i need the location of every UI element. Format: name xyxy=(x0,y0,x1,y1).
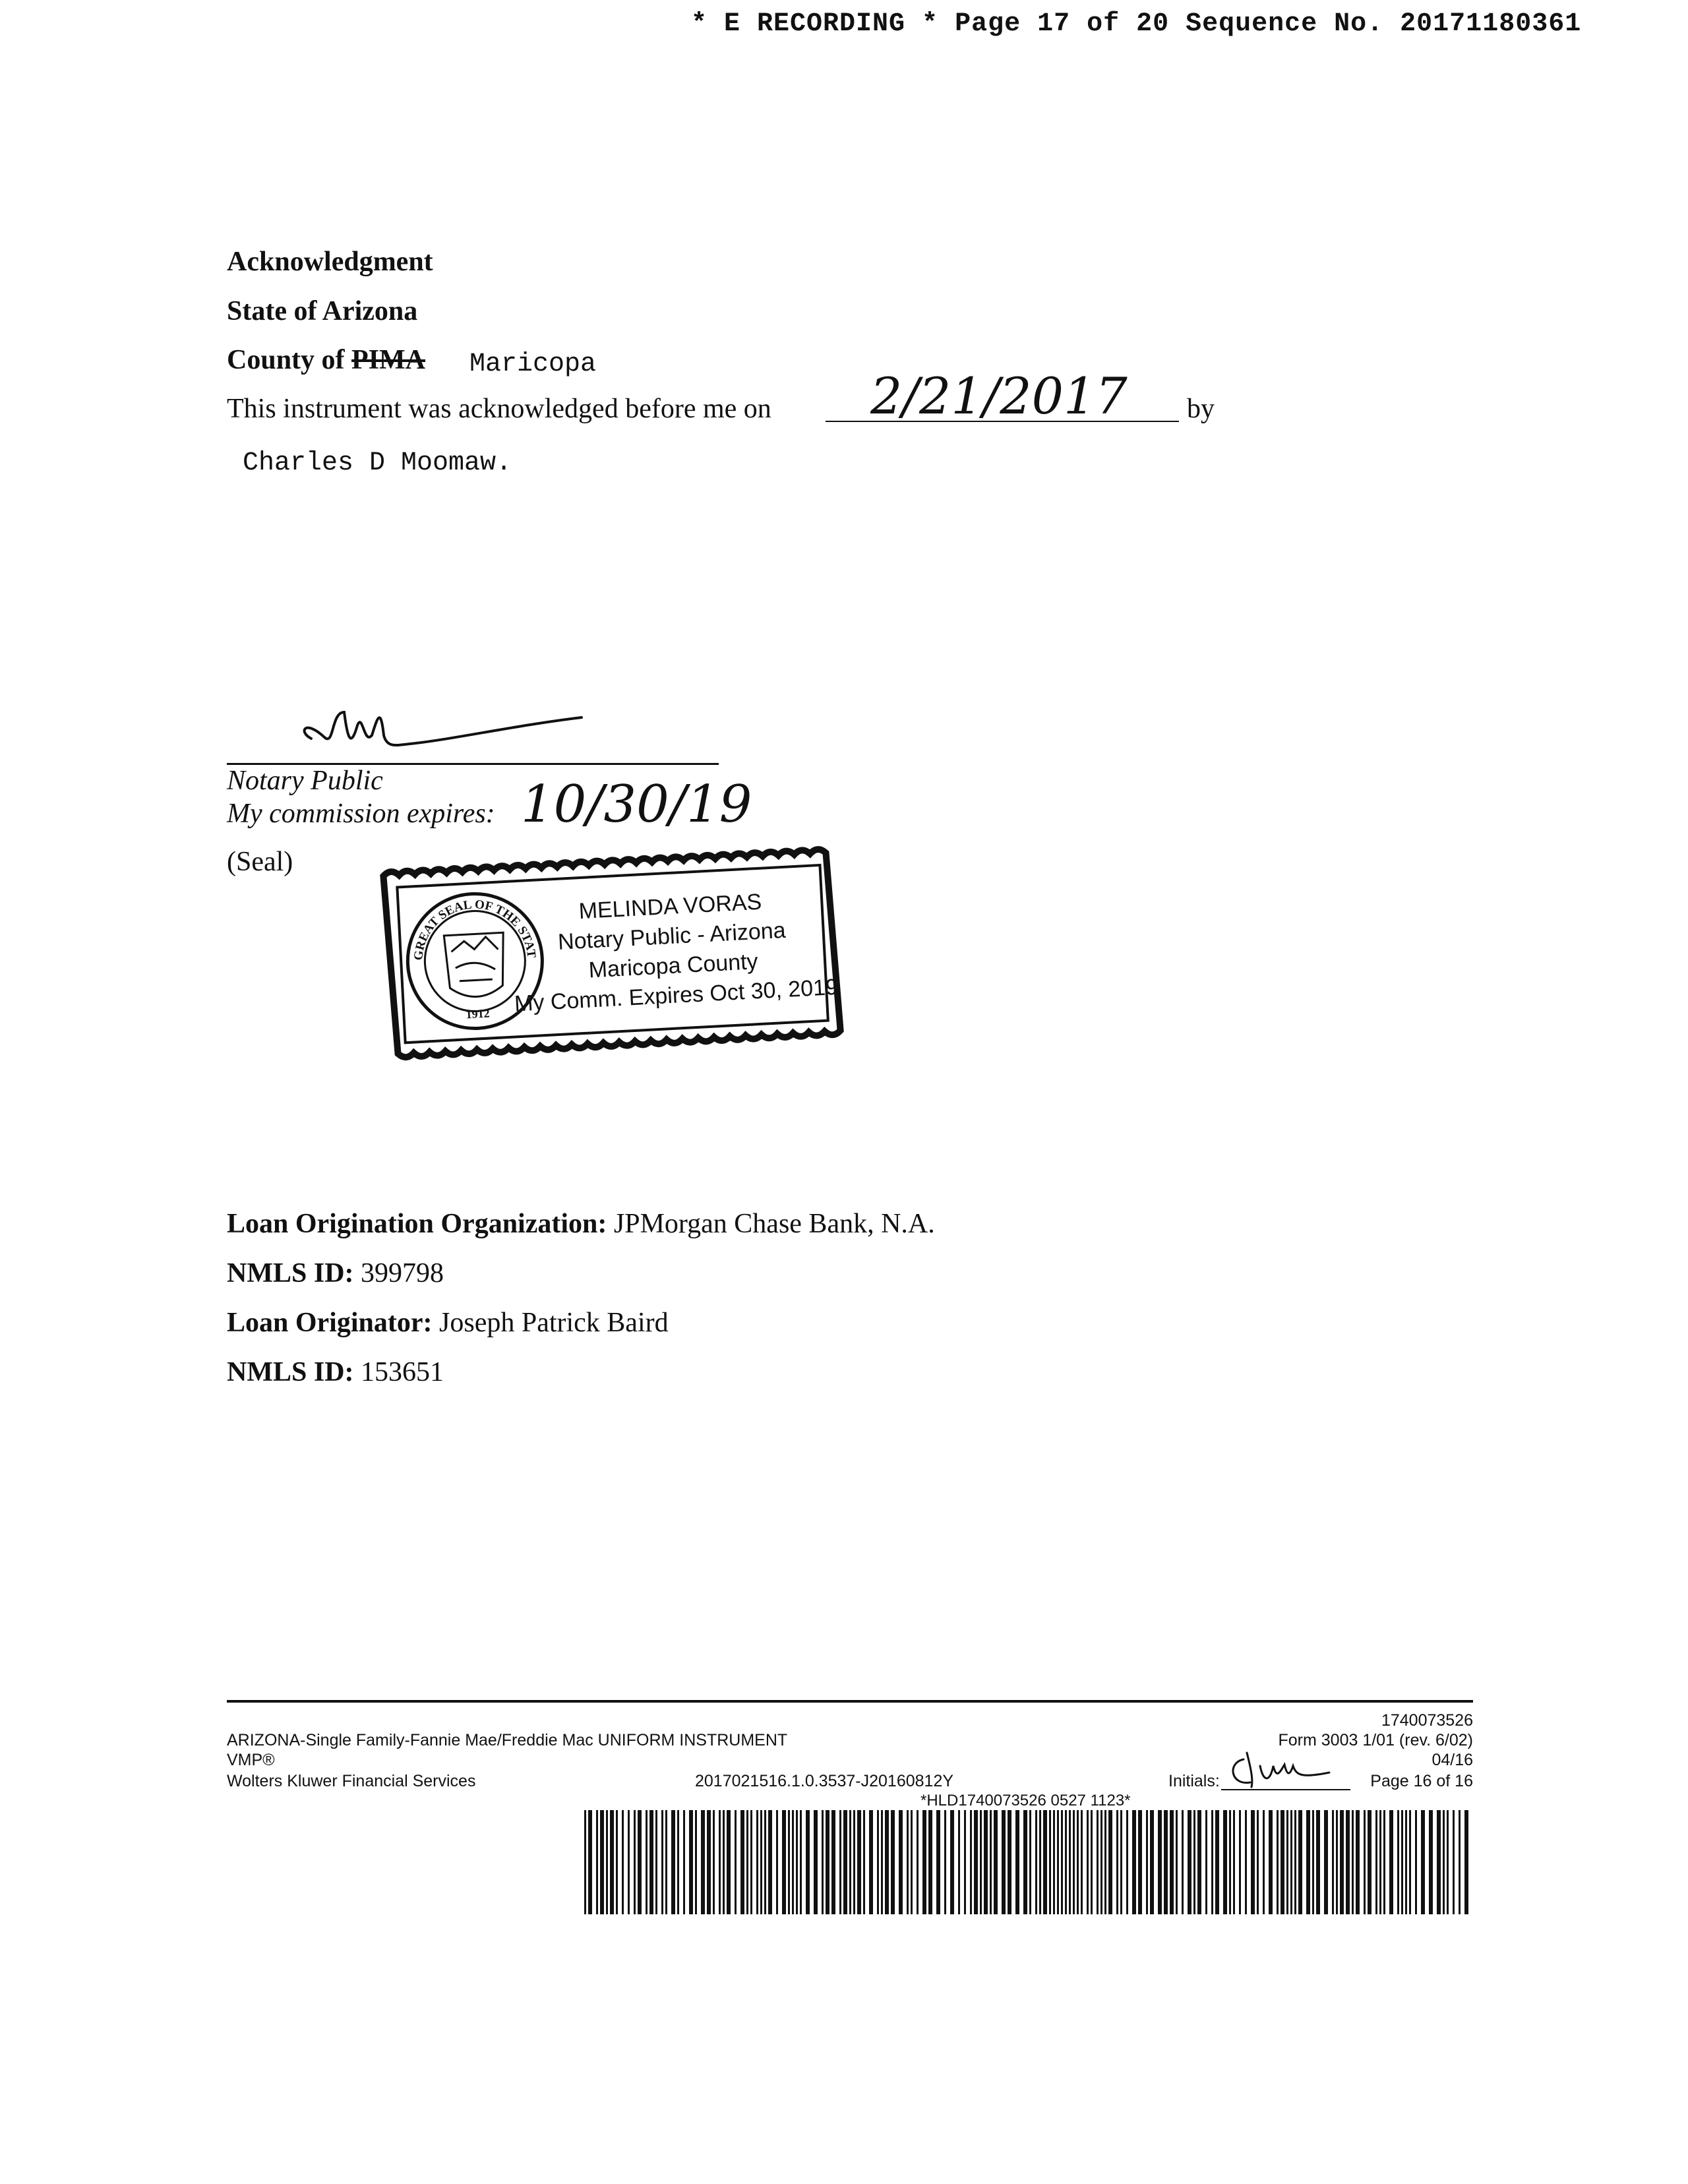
footer-divider xyxy=(227,1700,1473,1703)
stamp-notary-title: Notary Public - Arizona xyxy=(557,917,787,955)
stamp-expiration: My Comm. Expires Oct 30, 2019 xyxy=(514,974,839,1017)
state-line: State of Arizona xyxy=(227,296,418,326)
acknowledgment-title: Acknowledgment xyxy=(227,247,433,277)
loan-org-label: Loan Origination Organization: xyxy=(227,1209,607,1239)
county-struck-text: PIMA xyxy=(351,345,426,375)
barcode-text: *HLD1740073526 0527 1123* xyxy=(920,1792,1131,1809)
stamp-notary-name: MELINDA VORAS xyxy=(578,889,763,925)
barcode xyxy=(584,1810,1473,1914)
county-value: Maricopa xyxy=(469,349,597,379)
notary-signature xyxy=(298,699,601,765)
org-nmls-value: 399798 xyxy=(361,1258,444,1289)
originator-nmls-id xyxy=(227,1356,444,1388)
commission-expires-label: My commission expires: xyxy=(227,799,495,829)
handwritten-date: 2/21/2017 xyxy=(870,367,1128,425)
recording-header: * E RECORDING * Page 17 of 20 Sequence No. 20171180361 xyxy=(691,9,1582,39)
initials-signature xyxy=(1224,1746,1356,1790)
nmls-label: NMLS ID: xyxy=(227,1357,354,1387)
footer-version: 04/16 xyxy=(1432,1751,1473,1769)
instrument-statement: This instrument was acknowledged before me on xyxy=(227,394,771,424)
county-label: County of xyxy=(227,345,345,375)
county-line xyxy=(227,344,425,376)
loan-originator xyxy=(227,1307,669,1339)
footer-form-number: Form 3003 1/01 (rev. 6/02) xyxy=(1278,1731,1473,1749)
loan-originator-value: Joseph Patrick Baird xyxy=(439,1308,669,1338)
organization-nmls-id xyxy=(227,1258,444,1289)
stamp-county: Maricopa County xyxy=(588,949,759,983)
footer-page-number: Page 16 of 16 xyxy=(1370,1772,1473,1790)
footer-loan-number: 1740073526 xyxy=(1381,1711,1473,1730)
initials-line xyxy=(1221,1789,1350,1790)
originator-nmls-value: 153651 xyxy=(361,1357,444,1387)
footer-doc-code: 2017021516.1.0.3537-J20160812Y xyxy=(695,1772,954,1790)
seal-label: (Seal) xyxy=(227,847,293,877)
loan-origination-organization xyxy=(227,1208,935,1240)
notary-stamp xyxy=(369,844,870,1062)
footer-company: Wolters Kluwer Financial Services xyxy=(227,1772,476,1790)
initials-label: Initials: xyxy=(1168,1772,1220,1790)
seal-ring-text: GREAT SEAL OF THE STATE xyxy=(411,897,539,961)
loan-originator-label: Loan Originator: xyxy=(227,1308,433,1338)
by-label: by xyxy=(1187,394,1215,424)
loan-org-value: JPMorgan Chase Bank, N.A. xyxy=(613,1209,935,1239)
notary-public-label: Notary Public xyxy=(227,766,383,796)
signer-name: Charles D Moomaw. xyxy=(243,448,512,478)
seal-year: 1912 xyxy=(466,1006,491,1021)
footer-form-title: ARIZONA-Single Family-Fannie Mae/Freddie Mac UNIFORM INSTRUMENT xyxy=(227,1731,788,1749)
commission-date-handwritten: 10/30/19 xyxy=(521,775,752,834)
footer-vmp: VMP® xyxy=(227,1751,275,1769)
nmls-label: NMLS ID: xyxy=(227,1258,354,1289)
